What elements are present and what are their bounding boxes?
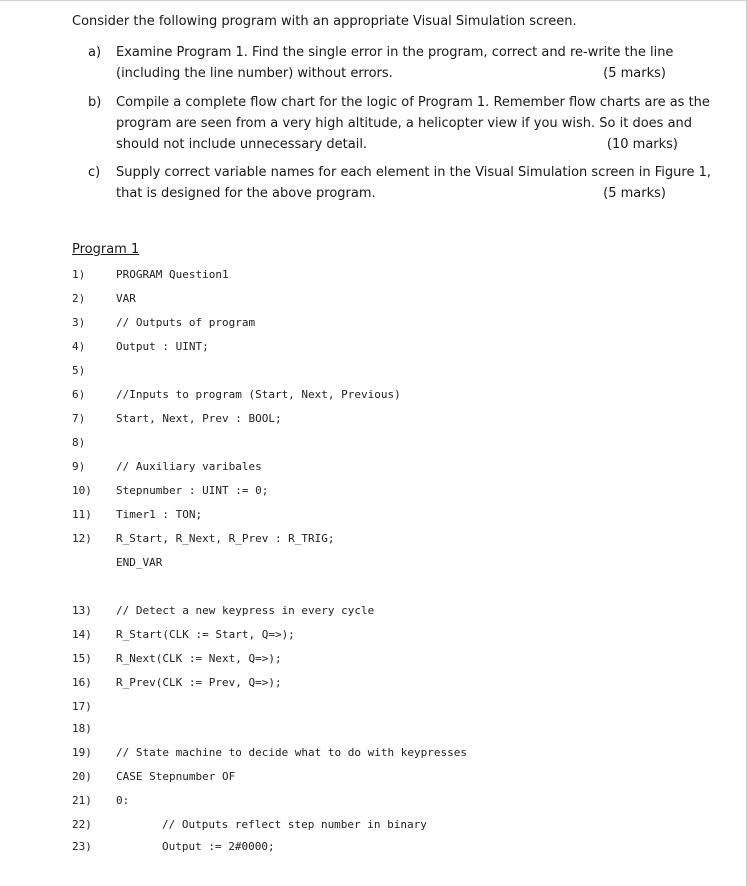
line-number: 22) [72, 818, 92, 831]
line-number: 12) [72, 532, 92, 545]
marks-label: (5 marks) [603, 186, 666, 201]
line-number: 6) [72, 388, 86, 401]
code-text: PROGRAM Question1 [116, 268, 229, 281]
line-number: 16) [72, 676, 92, 689]
code-text: // Auxiliary varibales [116, 460, 262, 473]
question-text: (including the line number) without errors. [116, 66, 393, 81]
question-text: should not include unnecessary detail. [116, 137, 368, 152]
question-letter: a) [88, 45, 102, 60]
line-number: 9) [72, 460, 86, 473]
code-text: R_Prev(CLK := Prev, Q=>); [116, 676, 282, 689]
line-number: 4) [72, 340, 86, 353]
line-number: 20) [72, 770, 92, 783]
code-text: // Outputs reflect step number in binary [162, 818, 427, 831]
line-number: 19) [72, 746, 92, 759]
line-number: 23) [72, 840, 92, 853]
line-number: 1) [72, 268, 86, 281]
code-text: R_Next(CLK := Next, Q=>); [116, 652, 282, 665]
line-number: 18) [72, 722, 92, 735]
line-number: 11) [72, 508, 92, 521]
line-number: 17) [72, 700, 92, 713]
code-text: R_Start(CLK := Start, Q=>); [116, 628, 295, 641]
code-text: CASE Stepnumber OF [116, 770, 236, 783]
line-number: 5) [72, 364, 86, 377]
code-text: Stepnumber : UINT := 0; [116, 484, 269, 497]
line-number: 13) [72, 604, 92, 617]
question-letter: b) [88, 95, 102, 110]
question-text: program are seen from a very high altitude, a helicopter view if you wish. So it does and [116, 116, 693, 131]
code-text: R_Start, R_Next, R_Prev : R_TRIG; [116, 532, 335, 545]
marks-label: (5 marks) [603, 66, 666, 81]
code-text: Output : UINT; [116, 340, 209, 353]
program-title: Program 1 [72, 242, 140, 257]
code-text: Start, Next, Prev : BOOL; [116, 412, 282, 425]
line-number: 14) [72, 628, 92, 641]
question-text: Supply correct variable names for each element in the Visual Simulation screen in Figure 1, [116, 165, 711, 180]
marks-label: (10 marks) [606, 137, 678, 152]
code-text: // Detect a new keypress in every cycle [116, 604, 375, 617]
question-letter: c) [88, 165, 101, 180]
line-number: 7) [72, 412, 86, 425]
line-number: 21) [72, 794, 92, 807]
code-text: END_VAR [116, 556, 163, 569]
code-text: 0: [116, 794, 130, 807]
code-text: VAR [116, 292, 136, 305]
question-text: Examine Program 1. Find the single error in the program, correct and re-write the line [116, 45, 674, 60]
line-number: 15) [72, 652, 92, 665]
line-number: 10) [72, 484, 92, 497]
code-text: // Outputs of program [116, 316, 256, 329]
line-number: 2) [72, 292, 86, 305]
line-number: 8) [72, 436, 86, 449]
code-text: // State machine to decide what to do with keypresses [116, 746, 467, 759]
line-number: 3) [72, 316, 86, 329]
question-text: that is designed for the above program. [116, 186, 376, 201]
question-text: Compile a complete flow chart for the logic of Program 1. Remember flow charts are as the [116, 95, 710, 110]
code-text: Output := 2#0000; [162, 840, 275, 853]
intro-text: Consider the following program with an appropriate Visual Simulation screen. [72, 14, 577, 29]
code-text: //Inputs to program (Start, Next, Previous) [116, 388, 401, 401]
code-text: Timer1 : TON; [116, 508, 203, 521]
